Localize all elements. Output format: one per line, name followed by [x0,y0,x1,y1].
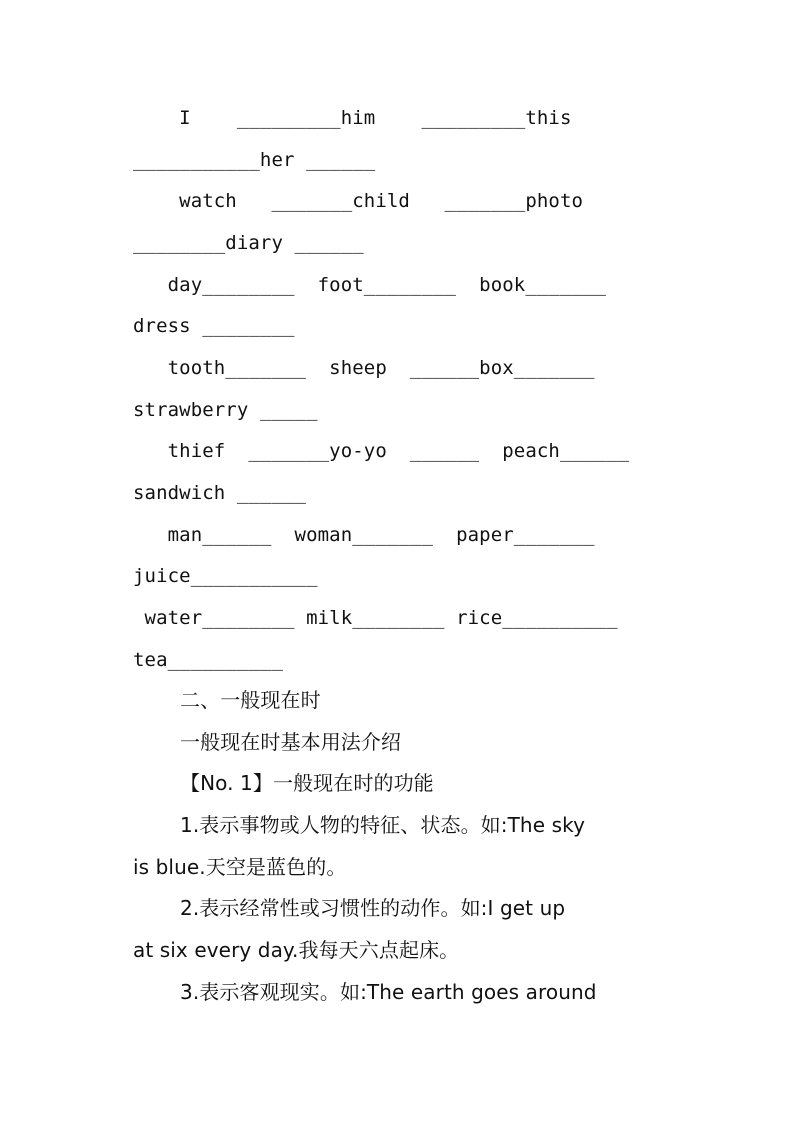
exercise-line-14 [133,647,661,673]
exercise-text: tooth_______ sheep ______box_______ [133,357,595,379]
exercise-text: juice___________ [133,565,318,587]
exercise-text: strawberry _____ [133,399,318,421]
exercise-line-11 [133,522,661,548]
exercise-text: watch _______child _______photo [133,190,584,212]
exercise-text: I _________him _________this [133,107,572,129]
exercise-text: sandwich ______ [133,482,307,504]
exercise-line-10 [133,480,661,506]
exercise-text: ________diary ______ [133,232,364,254]
exercise-line-1 [133,105,661,131]
exercise-line-4 [133,230,661,256]
no1-title: 【No. 1】一般现在时的功能 [180,771,434,795]
exercise-line-7 [133,355,661,381]
exercise-line-8 [133,397,661,423]
exercise-line-2 [133,147,661,173]
exercise-line-3 [133,188,661,214]
exercise-text: thief _______yo-yo ______ peach______ [133,440,630,462]
exercise-text: man______ woman_______ paper_______ [133,524,595,546]
exercise-text: tea__________ [133,649,284,671]
exercise-text: dress ________ [133,315,295,337]
exercise-line-12 [133,563,661,589]
exercise-text: day________ foot________ book_______ [133,274,607,296]
item1-line2: is blue.天空是蓝色的。 [133,855,347,879]
exercise-line-9 [133,438,661,464]
exercise-line-5 [133,272,661,298]
item2-line1: 2.表示经常性或习惯性的动作。如:I get up [180,896,566,920]
item3-line1: 3.表示客观现实。如:The earth goes around [180,980,597,1004]
item2-line2: at six every day.我每天六点起床。 [133,938,460,962]
exercise-text: ___________her ______ [133,149,376,171]
section-heading: 二、一般现在时 [180,688,321,712]
exercise-line-13 [133,605,661,631]
item1-line1: 1.表示事物或人物的特征、状态。如:The sky [180,813,585,837]
exercise-line-6 [133,313,661,339]
section-subheading: 一般现在时基本用法介绍 [180,730,402,754]
exercise-text: water________ milk________ rice__________ [133,607,618,629]
